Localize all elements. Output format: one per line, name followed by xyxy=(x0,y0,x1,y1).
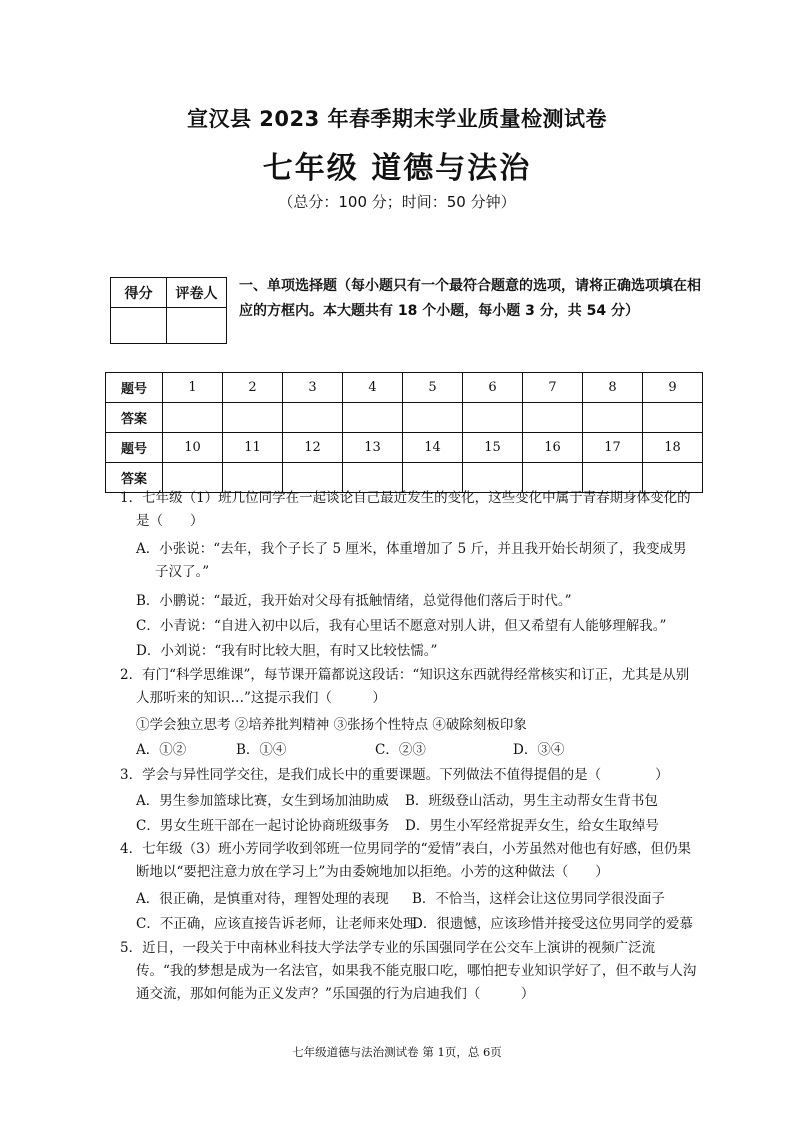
question-1-option-a: A．小张说：“去年，我个子长了 5 厘米，体重增加了 5 斤，并且我开始长胡须了，我变成男子汉了。” xyxy=(136,541,687,580)
page-footer: 七年级道德与法治测试卷 第 1页，总 6页 xyxy=(292,1045,502,1059)
question-4-stem: 4．七年级（3）班小芳同学收到邻班一位男同学的“爱情”表白，小芳虽然对他也有好感，但仍果断地以“要把注意力放在学习上”为由委婉地加以拒绝。小芳的这种做法（ ） xyxy=(120,841,691,880)
question-3-option-b: B．班级登山活动，男生主动帮女生背书包 xyxy=(405,793,658,809)
question-2-option-c: C．②③ xyxy=(375,742,426,758)
question-number: 13 xyxy=(343,433,403,463)
question-4-option-c: C．不正确，应该直接告诉老师，让老师来处理 xyxy=(136,916,417,932)
question-2-option-d: D．③④ xyxy=(513,742,565,758)
question-2-items: ①学会独立思考 ②培养批判精神 ③张扬个性特点 ④破除刻板印象 xyxy=(136,717,527,733)
answer-cell xyxy=(223,403,283,433)
question-3-option-a: A．男生参加篮球比赛，女生到场加油助威 xyxy=(136,793,389,809)
answer-table xyxy=(105,372,703,493)
question-number: 12 xyxy=(283,433,343,463)
answer-number-row xyxy=(106,433,703,463)
question-number: 9 xyxy=(643,373,703,403)
question-3-option-c: C．男女生班干部在一起讨论协商班级事务 xyxy=(136,818,390,834)
question-number: 3 xyxy=(283,373,343,403)
question-number: 18 xyxy=(643,433,703,463)
grader-cell xyxy=(167,308,227,344)
question-4-option-d: D．很遗憾，应该珍惜并接受这位男同学的爱慕 xyxy=(412,916,693,932)
question-3-option-d: D．男生小军经常捉弄女生，给女生取绰号 xyxy=(405,818,659,834)
answer-cell xyxy=(403,403,463,433)
exam-info: （总分：100 分；时间：50 分钟） xyxy=(278,193,516,211)
exam-subject: 七年级 道德与法治 xyxy=(262,151,532,186)
question-number: 6 xyxy=(463,373,523,403)
question-2-option-a: A．①② xyxy=(136,742,187,758)
answer-cell xyxy=(163,403,223,433)
question-2-option-b: B．①④ xyxy=(236,742,287,758)
answer-row xyxy=(106,403,703,433)
question-number: 10 xyxy=(163,433,223,463)
question-number: 7 xyxy=(523,373,583,403)
answer-cell xyxy=(643,403,703,433)
answer-cell xyxy=(283,403,343,433)
question-number: 17 xyxy=(583,433,643,463)
answer-cell xyxy=(343,403,403,433)
question-1-option-c: C．小青说：“自进入初中以后，我有心里话不愿意对别人讲，但又希望有人能够理解我。” xyxy=(136,618,667,634)
grader-label: 评卷人 xyxy=(167,278,227,308)
question-3-stem: 3．学会与异性同学交往，是我们成长中的重要课题。下列做法不值得提倡的是（ ） xyxy=(120,767,669,783)
answer-label: 答案 xyxy=(106,403,163,433)
number-label: 题号 xyxy=(106,433,163,463)
question-number: 14 xyxy=(403,433,463,463)
question-number: 11 xyxy=(223,433,283,463)
answer-number-row xyxy=(106,373,703,403)
question-number: 1 xyxy=(163,373,223,403)
question-4-option-a: A．很正确，是慎重对待，理智处理的表现 xyxy=(136,891,389,907)
question-number: 4 xyxy=(343,373,403,403)
section-title: 一、单项选择题（每小题只有一个最符合题意的选项，请将正确选项填在相应的方框内。本大题共有 18 个小题，每小题 3 分，共 54 分） xyxy=(239,278,701,319)
question-1-stem: 1．七年级（1）班几位同学在一起谈论自己最近发生的变化，这些变化中属于青春期身体变化的是（ ） xyxy=(120,490,691,529)
question-number: 16 xyxy=(523,433,583,463)
question-number: 5 xyxy=(403,373,463,403)
question-1-option-b: B．小鹏说：“最近，我开始对父母有抵触情绪，总觉得他们落后于时代。” xyxy=(136,593,572,609)
question-1-option-d: D．小刘说：“我有时比较大胆，有时又比较怯懦。” xyxy=(136,643,438,659)
answer-cell xyxy=(463,403,523,433)
question-number: 2 xyxy=(223,373,283,403)
score-cell xyxy=(111,308,167,344)
answer-cell xyxy=(523,403,583,433)
number-label: 题号 xyxy=(106,373,163,403)
answer-label: 答案 xyxy=(106,463,163,493)
exam-title: 宣汉县 2023 年春季期末学业质量检测试卷 xyxy=(186,107,608,131)
question-2-stem: 2．有门“科学思维课”，每节课开篇都说这段话：“知识这东西就得经常核实和订正，尤其是从别人那听来的知识…”这提示我们（ ） xyxy=(120,667,690,706)
question-5-stem: 5．近日，一段关于中南林业科技大学法学专业的乐国强同学在公交车上演讲的视频广泛流传。“我的梦想是成为一名法官，如果我不能克服口吃，哪怕把专业知识学好了，但不敢与人沟通交流，那如何能为正义发声？”乐国强的行为启迪我们（ ） xyxy=(120,940,697,1002)
question-number: 15 xyxy=(463,433,523,463)
score-box xyxy=(110,277,227,344)
score-label: 得分 xyxy=(111,278,167,308)
question-4-option-b: B．不恰当，这样会让这位男同学很没面子 xyxy=(412,891,665,907)
answer-cell xyxy=(583,403,643,433)
question-number: 8 xyxy=(583,373,643,403)
